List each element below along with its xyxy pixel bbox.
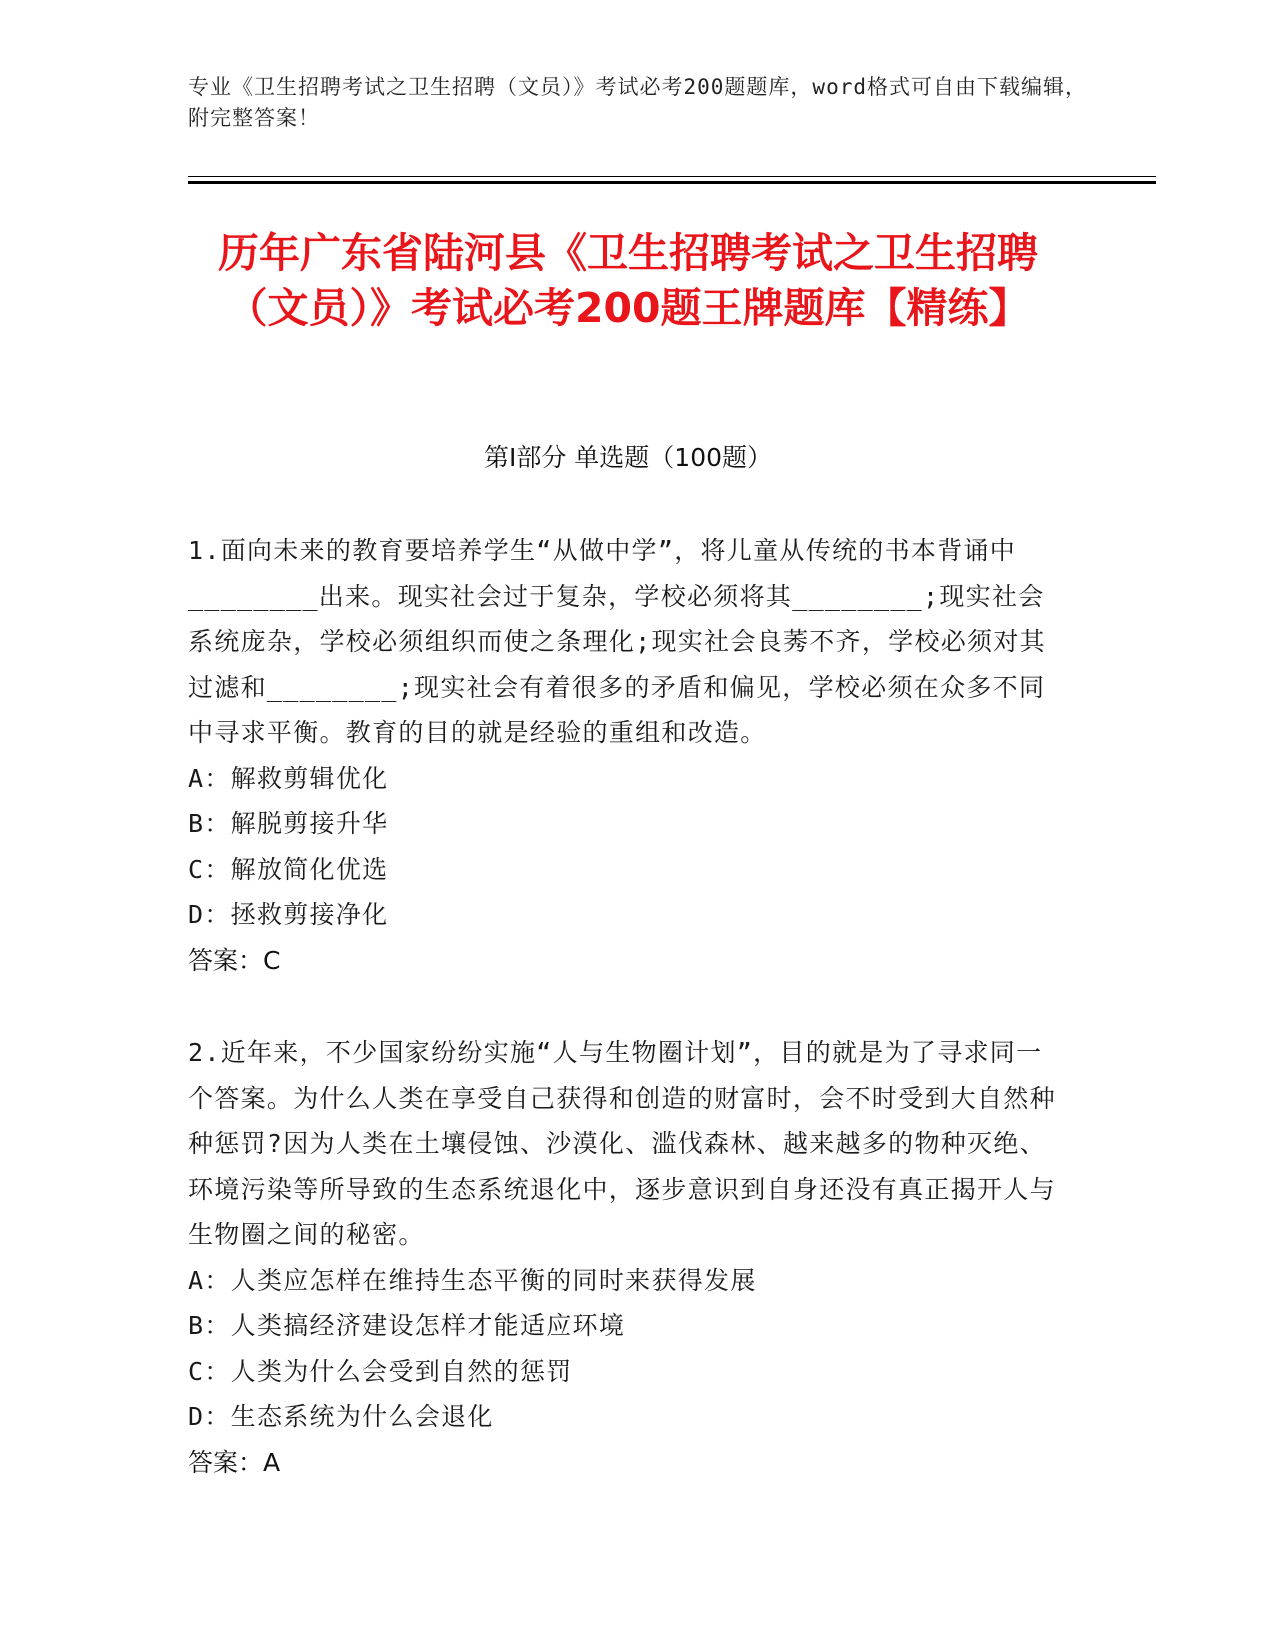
section-heading: 第Ⅰ部分 单选题（100题） [483, 443, 773, 472]
option-a: A：人类应怎样在维持生态平衡的同时来获得发展 [188, 1265, 757, 1295]
option-b: B：解脱剪接升华 [188, 809, 389, 838]
answer: 答案：A [188, 1447, 281, 1477]
option-d: D：生态系统为什么会退化 [188, 1402, 494, 1431]
question-stem: 2.近年来，不少国家纷纷实施“人与生物圈计划”，目的就是为了寻求同一个答案。为什么人类在享受自己获得和创造的财富时，会不时受到大自然种种惩罚?因为人类在土壤侵蚀、沙漠化、滥伐森林、越来越多的物种灭绝、环境污染等所导致的生态系统退化中，逐步意识到自身还没有真正揭开人与生物圈之间的秘密。 [188, 1038, 1056, 1249]
option-d: D：拯救剪接净化 [188, 900, 389, 929]
header-divider-thick [188, 181, 1156, 184]
option-b: B：人类搞经济建设怎样才能适应环境 [188, 1311, 626, 1340]
header-divider-thin [188, 176, 1156, 177]
question-1 [188, 528, 1068, 983]
document-title: 历年广东省陆河县《卫生招聘考试之卫生招聘（文员）》考试必考200题王牌题库【精练】 [218, 229, 1038, 332]
answer: 答案：C [188, 945, 281, 975]
question-2 [188, 1030, 1068, 1485]
option-a: A：解救剪辑优化 [188, 763, 389, 793]
question-stem: 1.面向未来的教育要培养学生“从做中学”，将儿童从传统的书本背诵中________出来。现实社会过于复杂，学校必须将其________;现实社会系统庞杂，学校必须组织而使之条理化;现实社会良莠不齐，学校必须对其过滤和________;现实社会有着很多的矛盾和偏见，学校必须在众多不同中寻求平衡。教育的目的就是经验的重组和改造。 [188, 536, 1046, 747]
option-c: C：解放简化优选 [188, 854, 389, 884]
header-note: 专业《卫生招聘考试之卫生招聘（文员）》考试必考200题题库，word格式可自由下载编辑，附完整答案！ [188, 75, 1087, 130]
option-c: C：人类为什么会受到自然的惩罚 [188, 1356, 573, 1386]
